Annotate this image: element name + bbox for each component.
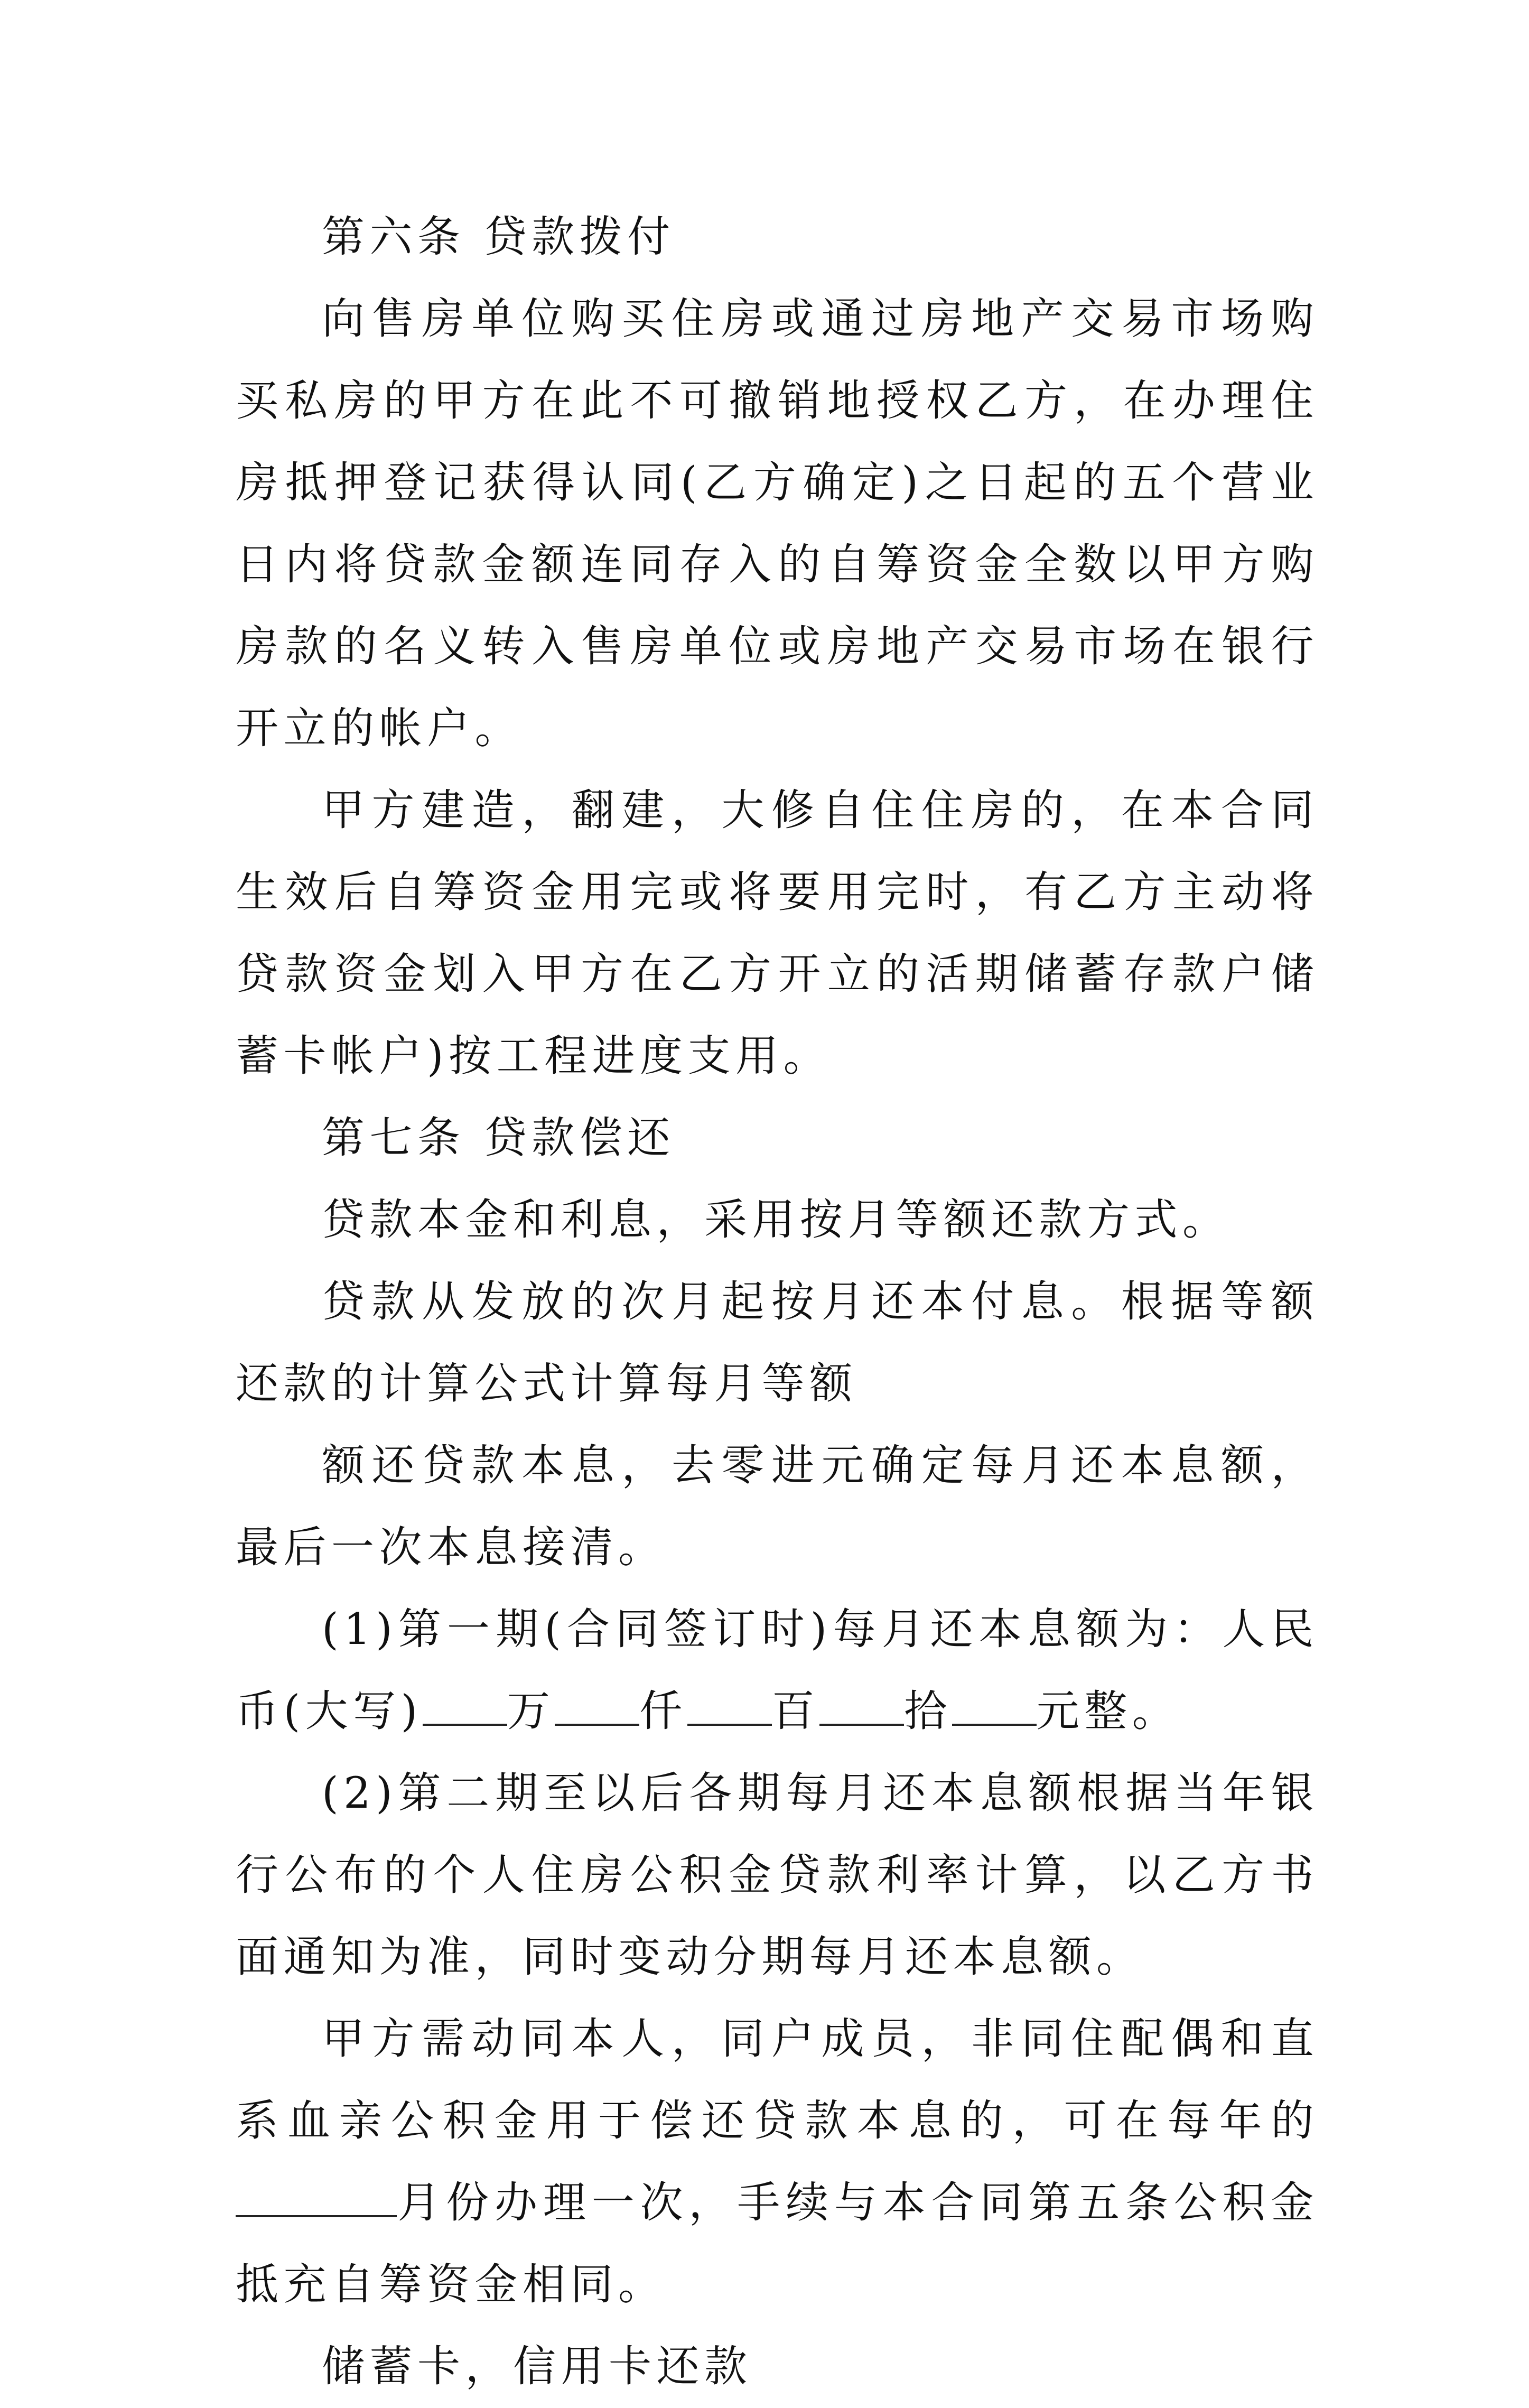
blank-wan xyxy=(423,1689,507,1726)
article-7-paragraph-3: 额还贷款本息，去零进元确定每月还本息额，最后一次本息接清。 xyxy=(236,1441,1319,1573)
article-7-paragraph-1: 贷款本金和利息，采用按月等额还款方式。 xyxy=(322,1195,1230,1245)
article-6-paragraph-1: 向售房单位购买住房或通过房地产交易市场购买私房的甲方在此不可撤销地授权乙方，在办理住房抵押登记获得认同(乙方确定)之日起的五个营业日内将贷款金额连同存入的自筹资金全数以甲方购房款的名义转入售房单位或房地产交易市场在银行开立的帐户。 xyxy=(236,294,1319,754)
blank-bai xyxy=(687,1689,772,1726)
unit-yuan: 元整。 xyxy=(1036,1687,1180,1736)
document-body xyxy=(236,197,1319,2408)
item-1-prefix: (1)第一期(合同签订时)每月还本息额为：人民币(大写) xyxy=(236,1605,1319,1736)
blank-shi xyxy=(819,1689,904,1726)
article-7-paragraph-4 xyxy=(236,1998,1319,2326)
article-7-paragraph-2: 贷款从发放的次月起按月还本付息。根据等额还款的计算公式计算每月等额 xyxy=(236,1277,1319,1409)
article-7-paragraph-5: 储蓄卡，信用卡还款 xyxy=(322,2342,752,2392)
unit-shi: 拾 xyxy=(904,1687,952,1736)
article-6-heading: 第六条 贷款拨付 xyxy=(322,212,675,262)
unit-wan: 万 xyxy=(507,1687,555,1736)
article-7-item-1 xyxy=(236,1589,1319,1753)
paragraph-4-before: 甲方需动同本人，同户成员，非同住配偶和直系血亲公积金用于偿还贷款本息的，可在每年的 xyxy=(236,2014,1319,2146)
blank-qian xyxy=(555,1689,639,1726)
blank-month xyxy=(236,2180,397,2217)
article-7-item-2: (2)第二期至以后各期每月还本息额根据当年银行公布的个人住房公积金贷款利率计算，以乙方书面通知为准，同时变动分期每月还本息额。 xyxy=(236,1769,1319,1982)
paragraph-4-after: 月份办理一次，手续与本合同第五条公积金抵充自筹资金相同。 xyxy=(236,2178,1319,2310)
blank-yuan xyxy=(952,1689,1037,1726)
article-6-paragraph-2: 甲方建造，翻建，大修自住住房的，在本合同生效后自筹资金用完或将要用完时，有乙方主动将贷款资金划入甲方在乙方开立的活期储蓄存款户储蓄卡帐户)按工程进度支用。 xyxy=(236,786,1319,1081)
article-7-heading: 第七条 贷款偿还 xyxy=(322,1113,675,1163)
unit-qian: 仟 xyxy=(639,1687,687,1736)
unit-bai: 百 xyxy=(771,1687,820,1736)
